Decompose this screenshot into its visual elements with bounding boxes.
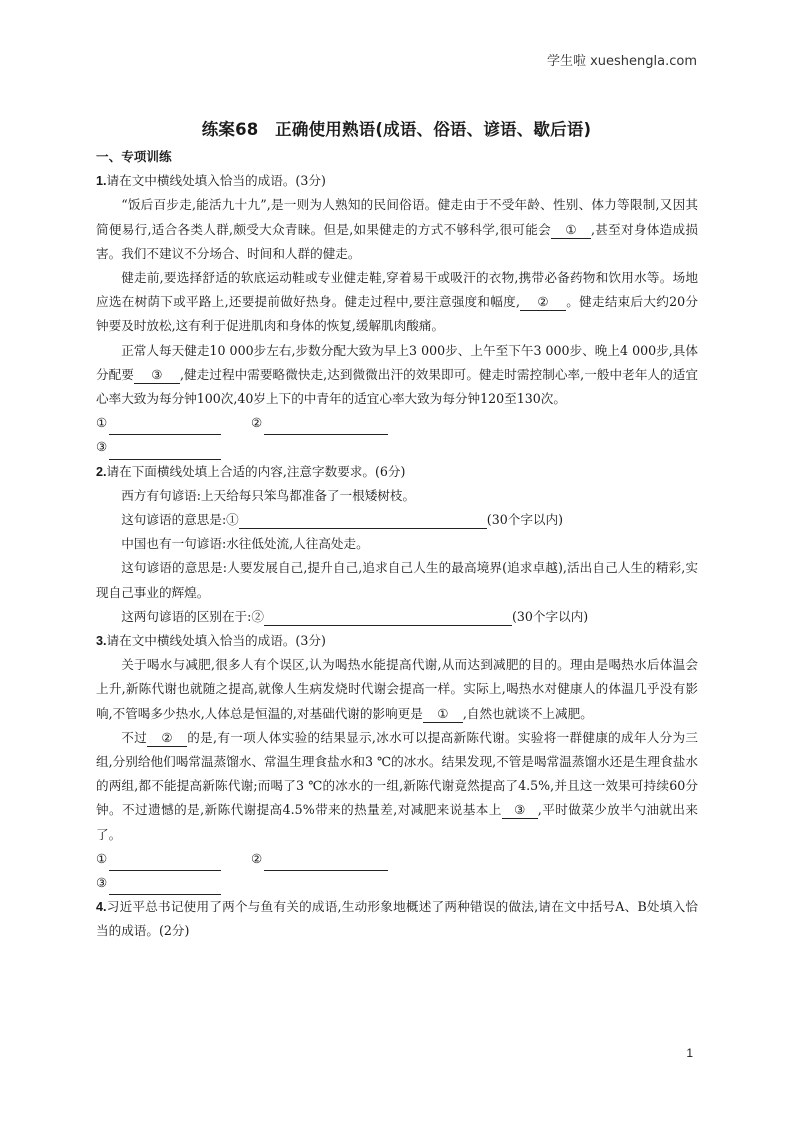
answer-label-1: ① (96, 850, 108, 866)
proverb-line: 中国也有一句谚语:水往低处流,人往高处走。 (121, 536, 369, 552)
answer-blank-2[interactable] (264, 608, 512, 626)
page-title: 练案68 正确使用熟语(成语、俗语、谚语、歇后语) (201, 120, 592, 139)
answer-row (96, 411, 698, 435)
question-number: 1. (96, 174, 107, 189)
answer-blank-3[interactable]: ③ (134, 366, 180, 384)
answer-line-3[interactable] (109, 445, 221, 460)
answer-row (96, 871, 698, 895)
paragraph: 健走前,要选择舒适的软底运动鞋或专业健走鞋,穿着易干或吸汗的衣物,携带必备药物和饮用水等。场地应选在树荫下或平路上,还要提前做好热身。健走过程中,要注意强度和幅度, ② 。健走结束后大约20分钟要及时放松,这有利于促进肌肉和身体的恢复,缓解肌肉酸痛。 (96, 270, 698, 334)
answer-label-2: ② (251, 415, 263, 431)
answer-blank-1[interactable]: ① (423, 705, 463, 723)
paragraph: “饭后百步走,能活九十九”,是一则为人熟知的民间俗语。健走由于不受年龄、性别、体力等限制,又因其简便易行,适合各类人群,颇受大众青睐。但是,如果健走的方式不够科学,很可能会 ① ,甚至对身体造成损害。我们不建议不分场合、时间和人群的健走。 (96, 197, 698, 261)
answer-label-2: ② (251, 850, 263, 866)
answer-label-1: ① (96, 415, 108, 431)
answer-label-3: ③ (96, 875, 108, 891)
question-2 (96, 460, 698, 629)
answer-line-1[interactable] (109, 856, 221, 871)
question-number: 4. (96, 900, 107, 915)
answer-blank-3[interactable]: ③ (502, 801, 538, 819)
question-4 (96, 895, 698, 943)
site-header[interactable]: 学生啦 xueshengla.com (546, 54, 697, 69)
question-stem: 请在文中横线处填入恰当的成语。(3分) (106, 173, 326, 189)
answer-line-2[interactable] (264, 420, 388, 435)
fill-line: 这两句谚语的区别在于:② (30个字以内) (121, 608, 589, 624)
question-stem: 请在文中横线处填入恰当的成语。(3分) (106, 633, 326, 649)
question-1 (96, 169, 698, 459)
answer-line-2[interactable] (264, 856, 388, 871)
answer-line-3[interactable] (109, 880, 221, 895)
answer-line-1[interactable] (109, 420, 221, 435)
answer-blank-1[interactable]: ① (551, 221, 591, 239)
paragraph: 关于喝水与减肥,很多人有个误区,认为喝热水能提高代谢,从而达到减肥的目的。理由是喝热水后体温会上升,新陈代谢也就随之提高,就像人生病发烧时代谢会提高一样。实际上,喝热水对健康人的体温几乎没有影响,不管喝多少热水,人体总是恒温的,对基础代谢的影响更是 ① ,自然也就谈不上减肥。 (96, 657, 698, 721)
document-body (96, 145, 698, 944)
question-number: 2. (96, 464, 107, 479)
paragraph: 这句谚语的意思是:人要发展自己,提升自己,追求自己人生的最高境界(追求卓越),活出自己人生的精彩,实现自己事业的辉煌。 (96, 560, 698, 600)
section-heading: 一、专项训练 (96, 149, 172, 164)
answer-row (96, 435, 698, 459)
question-stem: 请在下面横线处填上合适的内容,注意字数要求。(6分) (106, 463, 406, 479)
fill-line: 这句谚语的意思是:① (30个字以内) (121, 512, 564, 528)
paragraph: 不过 ② 的是,有一项人体实验的结果显示,冰水可以提高新陈代谢。实验将一群健康的成年人分为三组,分别给他们喝常温蒸馏水、常温生理食盐水和3 ℃的冰水。结果发现,不管是喝常温蒸馏水还是生理食盐水的两组,都不能提高新陈代谢;而喝了3 ℃的冰水的一组,新陈代谢竟然提高了4.5%,并且这一效果可持续60分钟。不过遗憾的是,新陈代谢提高4.5%带来的热量差,对减肥来说基本上 ③ ,平时做菜少放半勺油就出来了。 (96, 729, 699, 842)
proverb-line: 西方有句谚语:上天给每只笨鸟都准备了一根矮树枝。 (121, 487, 416, 503)
question-stem: 习近平总书记使用了两个与鱼有关的成语,生动形象地概述了两种错误的做法,请在文中括号A、B处填入恰当的成语。(2分) (96, 899, 698, 939)
page-number: 1 (686, 1046, 693, 1060)
paragraph: 正常人每天健走10 000步左右,步数分配大致为早上3 000步、上午至下午3 000步、晚上4 000步,具体分配要 ③ ,健走过程中需要略微快走,达到微微出汗的效果即可。健走时需控制心率,一般中老年人的适宜心率大致为每分钟100次,40岁上下的中青年的适宜心率大致为每分钟120至130次。 (96, 342, 699, 407)
answer-label-3: ③ (96, 439, 108, 455)
answer-blank-2[interactable]: ② (147, 729, 187, 747)
answer-blank-1[interactable] (239, 511, 487, 529)
answer-blank-2[interactable]: ② (520, 293, 566, 311)
question-3 (96, 629, 698, 895)
question-number: 3. (96, 634, 107, 649)
answer-row (96, 847, 698, 871)
